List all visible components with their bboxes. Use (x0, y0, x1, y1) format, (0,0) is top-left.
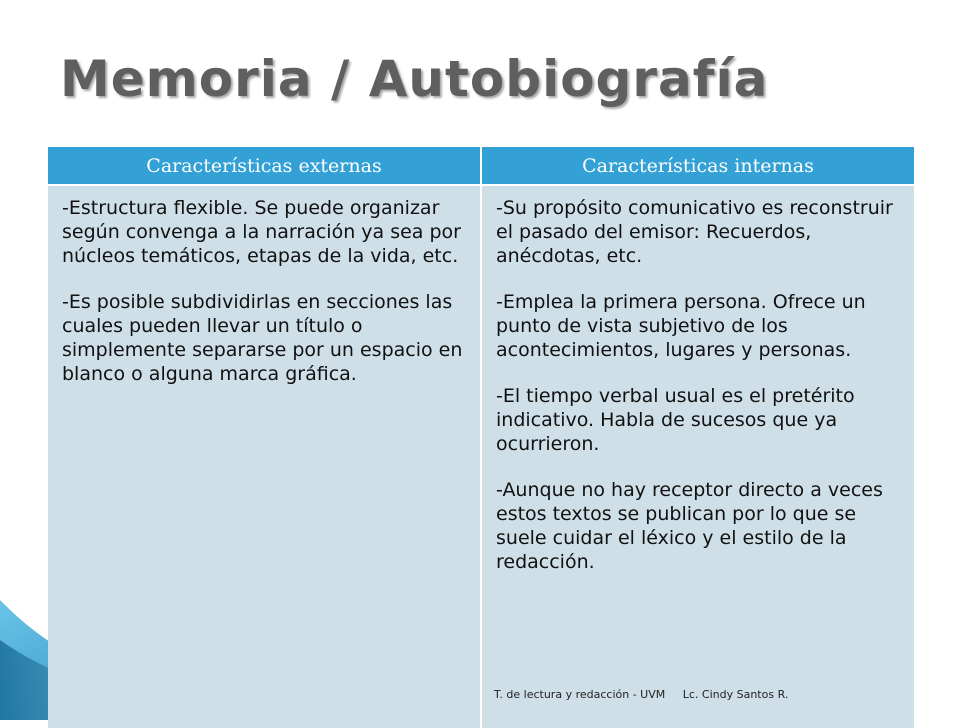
list-item: -Es posible subdividirlas en secciones las cuales pueden llevar un título o simplemente separarse por un espacio en blanco o alguna marca gráfica. (62, 291, 463, 385)
list-item: -Aunque no hay receptor directo a veces estos textos se publican por lo que se suele cuidar el léxico y el estilo de la redacción. (496, 479, 883, 573)
table-row (48, 185, 914, 728)
table-header-row (48, 147, 914, 185)
slide-title: Memoria / Autobiografía (60, 50, 769, 108)
header-external-characteristics: Características externas (48, 147, 481, 185)
internal-characteristics-cell (481, 185, 914, 728)
list-item: -Emplea la primera persona. Ofrece un punto de vista subjetivo de los acontecimientos, lugares y personas. (496, 291, 866, 361)
list-item: -Estructura flexible. Se puede organizar según convenga a la narración ya sea por núcleos temáticos, etapas de la vida, etc. (62, 197, 461, 267)
external-characteristics-cell (48, 185, 481, 728)
list-item: -Su propósito comunicativo es reconstruir el pasado del emisor: Recuerdos, anécdotas, etc. (496, 197, 893, 267)
slide-footer (494, 688, 802, 701)
list-item: -El tiempo verbal usual es el pretérito indicativo. Habla de sucesos que ya ocurrieron. (496, 385, 855, 455)
footer-course: T. de lectura y redacción - UVM (494, 688, 666, 701)
header-internal-characteristics: Características internas (481, 147, 914, 185)
footer-author: Lc. Cindy Santos R. (682, 688, 789, 701)
characteristics-table (48, 147, 914, 728)
